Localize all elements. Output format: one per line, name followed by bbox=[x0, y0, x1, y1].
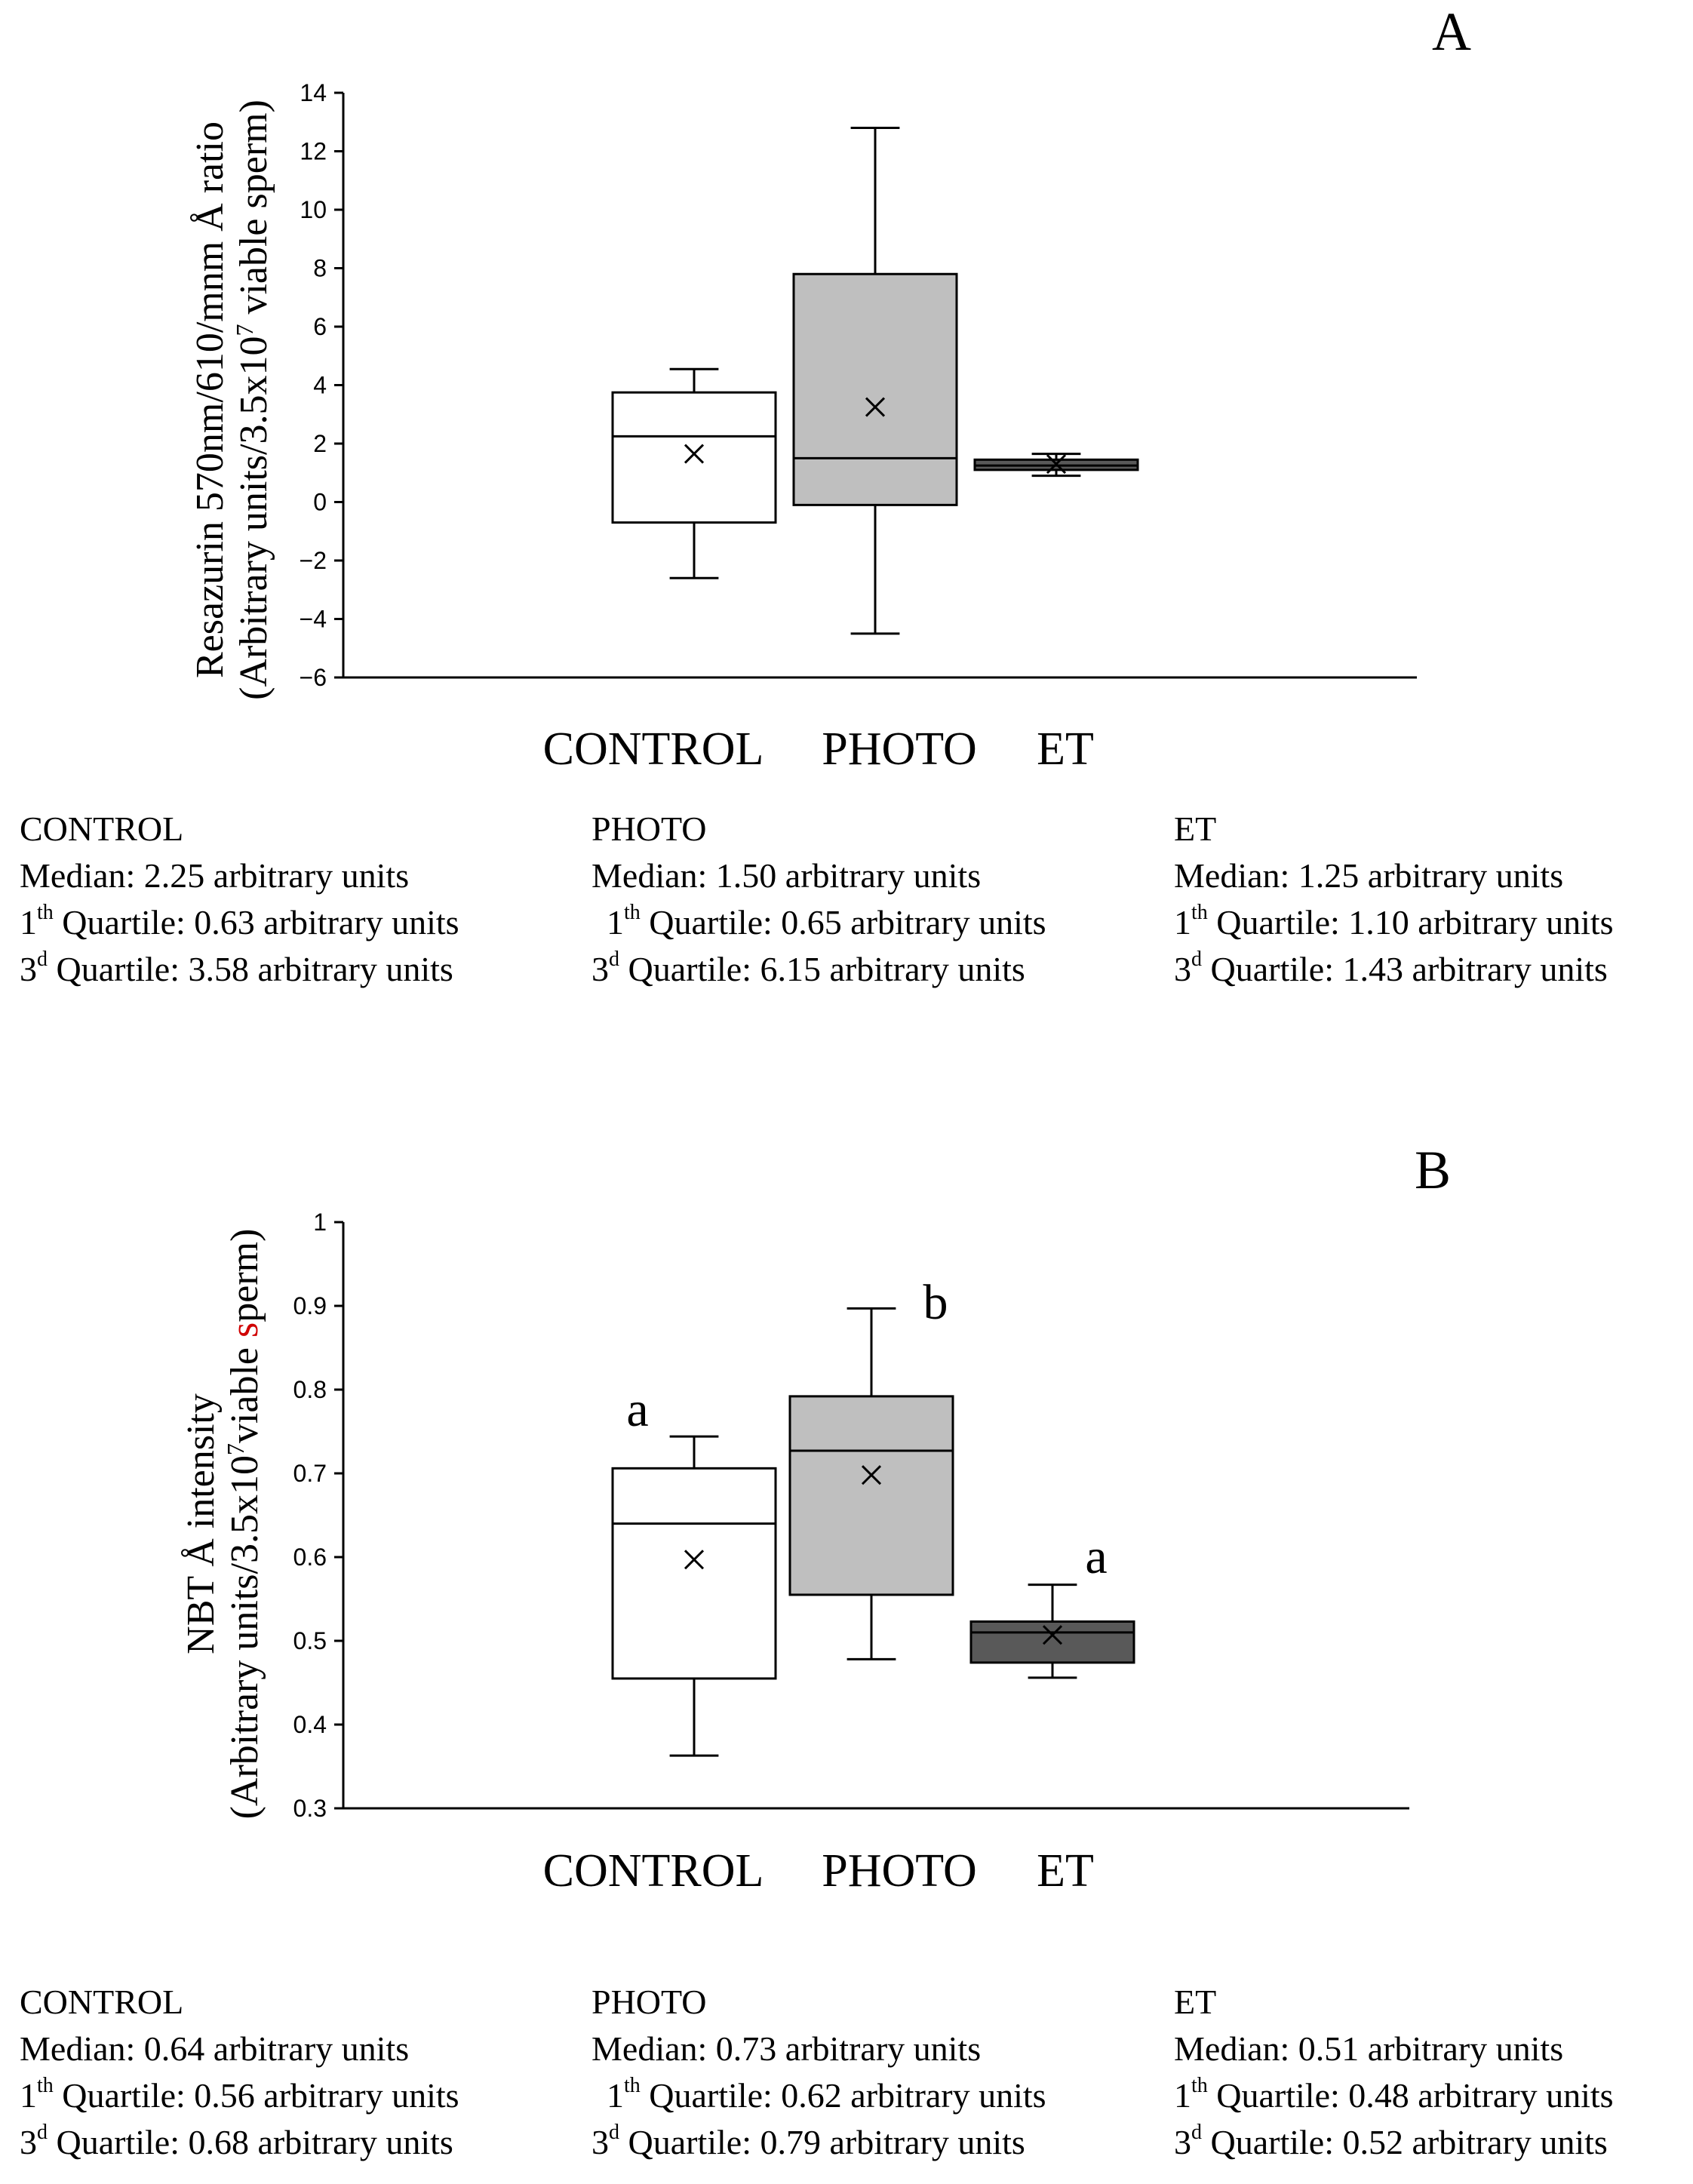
panel-b-boxplot bbox=[180, 1140, 1451, 1897]
category-label: PHOTO bbox=[822, 1845, 977, 1897]
stats-name: PHOTO bbox=[591, 1983, 707, 2021]
stats-median: Median: 0.73 arbitrary units bbox=[591, 2029, 982, 2068]
category-label: PHOTO bbox=[822, 723, 977, 775]
stats-q3: 3$^d$ Quartile: 6.15 arbitrary units bbox=[591, 947, 1025, 988]
category-label: ET bbox=[1037, 723, 1094, 775]
box-iqr bbox=[790, 1396, 953, 1595]
panel-a-ylabel-line1: Resazurin 570nm/610/mnm Å ratio bbox=[189, 121, 232, 679]
y-tick-label: 0.3 bbox=[293, 1795, 327, 1822]
panel-b-ylabel bbox=[180, 1229, 266, 1820]
stats-b-control bbox=[20, 1979, 459, 2166]
y-tick-label: 8 bbox=[313, 254, 327, 282]
stats-b-photo bbox=[591, 1979, 1046, 2166]
stats-a-et bbox=[1174, 806, 1614, 993]
box-photo bbox=[790, 1308, 953, 1659]
panel-b-label: B bbox=[1415, 1140, 1452, 1200]
panel-a-ylabel bbox=[189, 100, 275, 700]
y-tick-label: 0 bbox=[313, 488, 327, 516]
panel-b-ylabel-line1: NBT Å intensity bbox=[180, 1393, 223, 1654]
y-tick-label: 0.4 bbox=[293, 1711, 327, 1738]
panel-a-boxplot bbox=[189, 2, 1471, 775]
y-tick-label: 10 bbox=[300, 196, 327, 223]
stats-q1: 1th Quartile: 1.10 arbitrary units bbox=[1174, 900, 1614, 941]
y-tick-label: 14 bbox=[300, 79, 327, 106]
stats-median: Median: 2.25 arbitrary units bbox=[20, 856, 410, 895]
panel-a-label: A bbox=[1432, 2, 1471, 62]
y-tick-label: 0.6 bbox=[293, 1544, 327, 1571]
stats-b-et bbox=[1174, 1979, 1614, 2166]
y-tick-label: −2 bbox=[299, 547, 327, 574]
significance-letter: a bbox=[1085, 1529, 1108, 1584]
y-tick-label: 2 bbox=[313, 430, 327, 457]
y-tick-label: 1 bbox=[313, 1209, 327, 1236]
box-et bbox=[971, 1585, 1134, 1678]
significance-letter: a bbox=[626, 1382, 649, 1437]
box-control bbox=[613, 369, 776, 578]
y-tick-label: 12 bbox=[300, 137, 327, 165]
stats-q1: 1th Quartile: 0.56 arbitrary units bbox=[20, 2073, 459, 2115]
y-tick-label: −4 bbox=[299, 605, 327, 633]
stats-name: ET bbox=[1174, 809, 1217, 848]
stats-a-control bbox=[20, 806, 459, 993]
stats-a-photo bbox=[591, 806, 1046, 993]
stats-name: CONTROL bbox=[20, 1983, 184, 2021]
stats-q1: 1th Quartile: 0.48 arbitrary units bbox=[1174, 2073, 1614, 2115]
significance-letter: b bbox=[923, 1275, 948, 1330]
stats-q3: 3$^d$ Quartile: 0.68 arbitrary units bbox=[20, 2120, 453, 2161]
category-label: CONTROL bbox=[542, 723, 764, 775]
box-iqr bbox=[613, 392, 776, 522]
y-tick-label: −6 bbox=[299, 664, 327, 691]
stats-median: Median: 0.64 arbitrary units bbox=[20, 2029, 410, 2068]
stats-q1: 1th Quartile: 0.62 arbitrary units bbox=[607, 2073, 1046, 2115]
box-iqr bbox=[971, 1621, 1134, 1662]
category-label: ET bbox=[1037, 1845, 1094, 1897]
y-tick-label: 4 bbox=[313, 371, 327, 399]
stats-median: Median: 0.51 arbitrary units bbox=[1174, 2029, 1564, 2068]
category-label: CONTROL bbox=[542, 1845, 764, 1897]
stats-q1: 1th Quartile: 0.63 arbitrary units bbox=[20, 900, 459, 941]
stats-name: ET bbox=[1174, 1983, 1217, 2021]
box-control bbox=[613, 1436, 776, 1755]
box-iqr bbox=[794, 274, 957, 505]
y-tick-label: 0.5 bbox=[293, 1627, 327, 1654]
y-tick-label: 0.7 bbox=[293, 1460, 327, 1487]
box-et bbox=[975, 454, 1138, 476]
stats-name: PHOTO bbox=[591, 809, 707, 848]
y-tick-label: 0.9 bbox=[293, 1292, 327, 1319]
y-tick-label: 0.8 bbox=[293, 1376, 327, 1403]
stats-q1: 1th Quartile: 0.65 arbitrary units bbox=[607, 900, 1046, 941]
stats-q3: 3$^d$ Quartile: 0.52 arbitrary units bbox=[1174, 2120, 1608, 2161]
y-tick-label: 6 bbox=[313, 313, 327, 340]
stats-median: Median: 1.50 arbitrary units bbox=[591, 856, 982, 895]
stats-q3: 3$^d$ Quartile: 1.43 arbitrary units bbox=[1174, 947, 1608, 988]
stats-name: CONTROL bbox=[20, 809, 184, 848]
panel-b-ylabel-line2: (Arbitrary units/$3.5x10^7viable$ sperm) bbox=[222, 1228, 266, 1820]
panel-a-ylabel-line2: (Arbitrary units/$3.5x10^7$ viable sperm) bbox=[231, 100, 275, 700]
stats-q3: 3$^d$ Quartile: 0.79 arbitrary units bbox=[591, 2120, 1025, 2161]
stats-median: Median: 1.25 arbitrary units bbox=[1174, 856, 1564, 895]
box-photo bbox=[794, 128, 957, 634]
box-iqr bbox=[613, 1468, 776, 1679]
stats-q3: 3$^d$ Quartile: 3.58 arbitrary units bbox=[20, 947, 453, 988]
